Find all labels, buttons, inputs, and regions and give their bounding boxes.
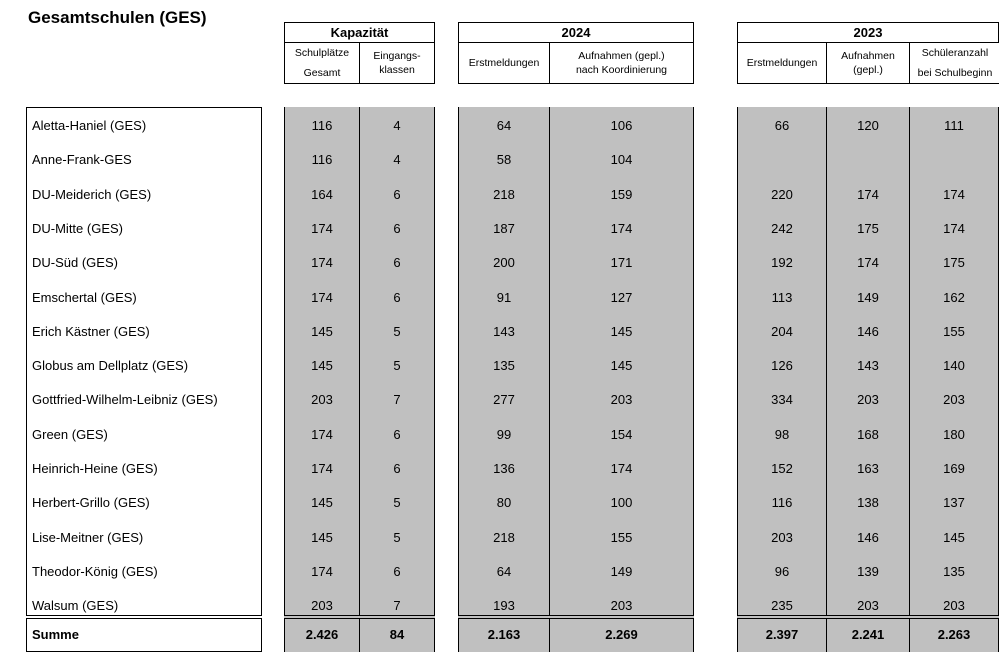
table-cell: 6 bbox=[393, 289, 401, 305]
table-cell: 168 bbox=[857, 426, 879, 442]
table-cell: 149 bbox=[857, 289, 879, 305]
table-cell: 145 bbox=[311, 529, 333, 545]
table-cell: 145 bbox=[311, 495, 333, 511]
table-cell: 175 bbox=[943, 255, 965, 271]
table-cell: 174 bbox=[311, 461, 333, 476]
table-cell: 111 bbox=[944, 118, 964, 133]
table-cell: 138 bbox=[857, 495, 879, 511]
table-cell: 334 bbox=[771, 392, 793, 408]
table-cell: 113 bbox=[771, 289, 793, 305]
table-cell: 143 bbox=[857, 358, 879, 374]
table-cell: 174 bbox=[311, 289, 333, 305]
table-cell: 98 bbox=[774, 426, 790, 442]
table-cell: 7 bbox=[393, 598, 401, 614]
table-cell: 145 bbox=[943, 529, 965, 545]
col-header-eingangsklassen: Eingangs- klassen bbox=[359, 42, 435, 84]
table-cell: 174 bbox=[610, 461, 633, 476]
school-name: Gottfried-Wilhelm-Leibniz (GES) bbox=[32, 392, 218, 408]
table-cell: 193 bbox=[493, 598, 515, 614]
table-cell: 174 bbox=[311, 563, 333, 579]
table-cell: 145 bbox=[311, 323, 333, 339]
table-cell: 116 bbox=[771, 495, 793, 511]
table-cell: 64 bbox=[496, 118, 512, 133]
school-name: Erich Kästner (GES) bbox=[32, 323, 150, 339]
table-cell: 218 bbox=[493, 186, 515, 202]
table-cell bbox=[737, 143, 827, 177]
table-cell: 146 bbox=[857, 529, 879, 545]
table-cell: 235 bbox=[771, 598, 793, 614]
table-cell: 149 bbox=[610, 563, 633, 579]
col-header-erstmeldungen-2023: Erstmeldungen bbox=[737, 42, 827, 84]
table-cell: 192 bbox=[771, 255, 793, 271]
table-cell: 145 bbox=[610, 358, 633, 374]
table-cell: 204 bbox=[771, 323, 793, 339]
col-header-erstmeldungen-2024: Erstmeldungen bbox=[458, 42, 550, 84]
table-cell: 203 bbox=[857, 392, 879, 408]
school-name: Globus am Dellplatz (GES) bbox=[32, 358, 189, 374]
table-cell: 4 bbox=[393, 118, 401, 133]
table-cell: 99 bbox=[496, 426, 512, 442]
table-cell: 174 bbox=[610, 220, 633, 236]
summe-cell: 2.263 bbox=[937, 627, 971, 642]
table-cell: 5 bbox=[393, 495, 401, 511]
school-name: DU-Mitte (GES) bbox=[32, 220, 123, 236]
table-cell: 137 bbox=[943, 495, 965, 511]
table-cell: 4 bbox=[393, 152, 401, 168]
school-name: Lise-Meitner (GES) bbox=[32, 529, 144, 545]
table-cell: 159 bbox=[610, 186, 633, 202]
table-cell: 106 bbox=[610, 118, 633, 133]
table-cell: 203 bbox=[311, 598, 333, 614]
school-name: Heinrich-Heine (GES) bbox=[32, 461, 158, 476]
table-cell bbox=[909, 143, 999, 177]
page-title: Gesamtschulen (GES) bbox=[28, 8, 207, 27]
table-cell: 6 bbox=[393, 255, 401, 271]
table-cell bbox=[826, 143, 910, 177]
table-cell: 136 bbox=[493, 461, 515, 476]
table-cell: 104 bbox=[610, 152, 633, 168]
col-header-aufnahmen-2023: Aufnahmen (gepl.) bbox=[826, 42, 910, 84]
table-cell: 277 bbox=[493, 392, 515, 408]
table-cell: 174 bbox=[943, 186, 965, 202]
col-header-schulplaetze: Schulplätze Gesamt bbox=[284, 42, 360, 84]
table-cell: 187 bbox=[493, 220, 515, 236]
table-cell: 200 bbox=[493, 255, 515, 271]
table-cell: 174 bbox=[857, 186, 879, 202]
table-cell: 203 bbox=[610, 392, 633, 408]
table-cell: 203 bbox=[610, 598, 633, 614]
table-cell: 91 bbox=[496, 289, 512, 305]
school-name: Anne-Frank-GES bbox=[32, 152, 132, 168]
table-cell: 171 bbox=[610, 255, 633, 271]
table-cell: 135 bbox=[493, 358, 515, 374]
table-cell: 6 bbox=[393, 461, 401, 476]
col-header-schueleranzahl-2023: Schüleranzahl bei Schulbeginn bbox=[909, 42, 999, 84]
table-cell: 139 bbox=[857, 563, 879, 579]
table-cell: 203 bbox=[771, 529, 793, 545]
table-cell: 152 bbox=[771, 461, 793, 476]
summe-cell: 2.397 bbox=[765, 627, 799, 642]
table-cell: 155 bbox=[610, 529, 633, 545]
table-cell: 145 bbox=[610, 323, 633, 339]
table-cell: 64 bbox=[496, 563, 512, 579]
table-cell: 203 bbox=[943, 392, 965, 408]
table-cell: 127 bbox=[610, 289, 633, 305]
table-cell: 169 bbox=[943, 461, 965, 476]
col-header-aufnahmen-2024: Aufnahmen (gepl.) nach Koordinierung bbox=[549, 42, 694, 84]
table-cell: 175 bbox=[857, 220, 879, 236]
school-name: Walsum (GES) bbox=[32, 598, 119, 614]
table-cell: 174 bbox=[311, 255, 333, 271]
table-cell: 174 bbox=[311, 426, 333, 442]
table-cell: 180 bbox=[943, 426, 965, 442]
table-cell: 126 bbox=[771, 358, 793, 374]
table-cell: 135 bbox=[943, 563, 965, 579]
table-cell: 6 bbox=[393, 186, 401, 202]
school-name: DU-Süd (GES) bbox=[32, 255, 118, 271]
table-cell: 116 bbox=[311, 118, 333, 133]
table-cell: 66 bbox=[774, 118, 790, 133]
table-cell: 145 bbox=[311, 358, 333, 374]
summe-cell: 2.241 bbox=[851, 627, 885, 642]
table-cell: 6 bbox=[393, 220, 401, 236]
table-cell: 174 bbox=[311, 220, 333, 236]
summe-cell: 2.163 bbox=[487, 627, 521, 642]
table-cell: 6 bbox=[393, 563, 401, 579]
table-cell: 242 bbox=[771, 220, 793, 236]
school-name: DU-Meiderich (GES) bbox=[32, 186, 152, 202]
table-cell: 116 bbox=[311, 152, 333, 168]
school-name: Aletta-Haniel (GES) bbox=[32, 118, 147, 133]
table-cell: 140 bbox=[943, 358, 965, 374]
table-cell: 100 bbox=[610, 495, 633, 511]
table-cell: 96 bbox=[774, 563, 790, 579]
table-cell: 80 bbox=[496, 495, 512, 511]
summe-cell: 84 bbox=[389, 627, 405, 642]
table-cell: 220 bbox=[771, 186, 793, 202]
table-cell: 203 bbox=[311, 392, 333, 408]
table-cell: 5 bbox=[393, 529, 401, 545]
school-name: Emschertal (GES) bbox=[32, 289, 137, 305]
group-header-2023: 2023 bbox=[737, 22, 999, 42]
table-cell: 164 bbox=[311, 186, 333, 202]
school-name: Herbert-Grillo (GES) bbox=[32, 495, 150, 511]
summe-cell: 2.426 bbox=[305, 627, 339, 642]
table-cell: 58 bbox=[496, 152, 512, 168]
table-cell: 162 bbox=[943, 289, 965, 305]
table-cell: 174 bbox=[943, 220, 965, 236]
table-cell: 146 bbox=[857, 323, 879, 339]
table-cell: 7 bbox=[393, 392, 401, 408]
table-cell: 143 bbox=[493, 323, 515, 339]
table-cell: 5 bbox=[393, 358, 401, 374]
table-cell: 218 bbox=[493, 529, 515, 545]
group-header-kapazitaet: Kapazität bbox=[284, 22, 435, 42]
table-cell: 5 bbox=[393, 323, 401, 339]
table-cell: 6 bbox=[393, 426, 401, 442]
table-cell: 174 bbox=[857, 255, 879, 271]
table-cell: 203 bbox=[857, 598, 879, 614]
table-cell: 203 bbox=[943, 598, 965, 614]
table-cell: 154 bbox=[610, 426, 633, 442]
table-cell: 120 bbox=[857, 118, 879, 133]
school-name: Theodor-König (GES) bbox=[32, 563, 158, 579]
group-header-2024: 2024 bbox=[458, 22, 694, 42]
table-cell: 163 bbox=[857, 461, 879, 476]
school-name: Green (GES) bbox=[32, 426, 108, 442]
table-cell: 155 bbox=[943, 323, 965, 339]
summe-label: Summe bbox=[32, 627, 79, 642]
summe-cell: 2.269 bbox=[605, 627, 638, 642]
